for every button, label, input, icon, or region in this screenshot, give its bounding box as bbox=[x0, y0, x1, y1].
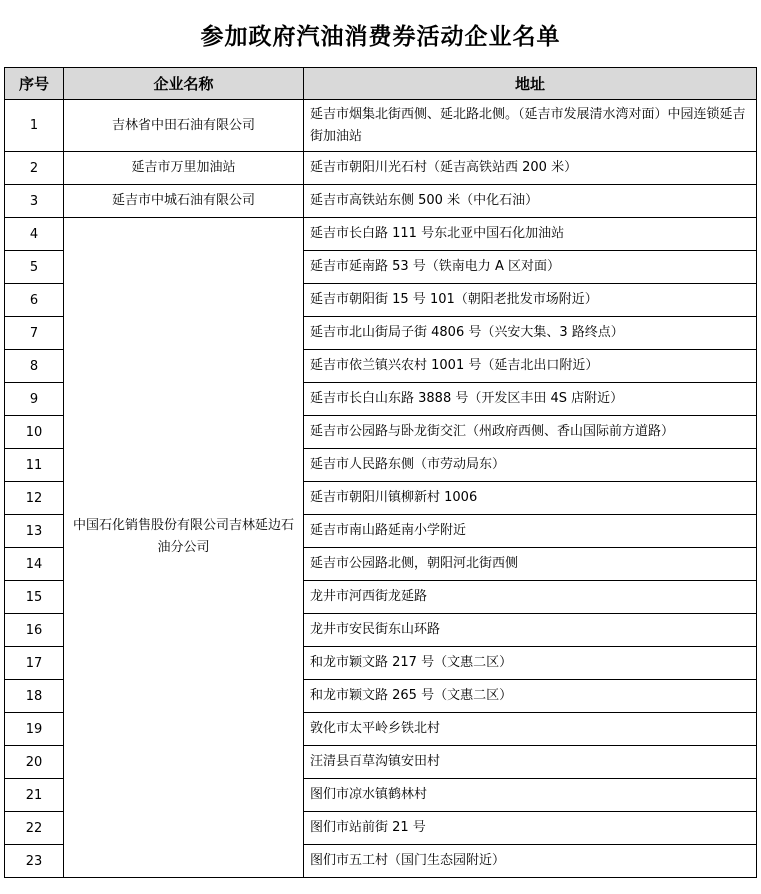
table-row bbox=[5, 152, 757, 185]
address-cell: 延吉市南山路延南小学附近 bbox=[304, 515, 757, 548]
address-cell: 汪清县百草沟镇安田村 bbox=[304, 746, 757, 779]
address-cell: 延吉市人民路东侧（市劳动局东） bbox=[304, 449, 757, 482]
company-name: 中国石化销售股份有限公司吉林延边石油分公司 bbox=[64, 218, 304, 878]
address-cell: 图们市凉水镇鹤林村 bbox=[304, 779, 757, 812]
address-cell: 延吉市公园路与卧龙街交汇（州政府西侧、香山国际前方道路） bbox=[304, 416, 757, 449]
row-number: 15 bbox=[5, 581, 64, 614]
header-index: 序号 bbox=[5, 68, 64, 100]
row-number: 8 bbox=[5, 350, 64, 383]
address-cell: 延吉市依兰镇兴农村 1001 号（延吉北出口附近） bbox=[304, 350, 757, 383]
address-cell: 延吉市朝阳街 15 号 101（朝阳老批发市场附近） bbox=[304, 284, 757, 317]
address-cell: 图们市站前街 21 号 bbox=[304, 812, 757, 845]
address-cell: 延吉市朝阳川光石村（延吉高铁站西 200 米） bbox=[304, 152, 757, 185]
row-number: 3 bbox=[5, 185, 64, 218]
table-row bbox=[5, 185, 757, 218]
address-cell: 延吉市朝阳川镇柳新村 1006 bbox=[304, 482, 757, 515]
row-number: 20 bbox=[5, 746, 64, 779]
row-number: 14 bbox=[5, 548, 64, 581]
address-cell: 和龙市颖文路 265 号（文惠二区） bbox=[304, 680, 757, 713]
company-name: 延吉市中城石油有限公司 bbox=[64, 185, 304, 218]
row-number: 6 bbox=[5, 284, 64, 317]
row-number: 21 bbox=[5, 779, 64, 812]
address-cell: 延吉市北山街局子街 4806 号（兴安大集、3 路终点） bbox=[304, 317, 757, 350]
row-number: 22 bbox=[5, 812, 64, 845]
table-row bbox=[5, 218, 757, 251]
header-address: 地址 bbox=[304, 68, 757, 100]
row-number: 16 bbox=[5, 614, 64, 647]
address-cell: 延吉市长白路 111 号东北亚中国石化加油站 bbox=[304, 218, 757, 251]
row-number: 13 bbox=[5, 515, 64, 548]
row-number: 12 bbox=[5, 482, 64, 515]
row-number: 9 bbox=[5, 383, 64, 416]
address-cell: 龙井市河西街龙延路 bbox=[304, 581, 757, 614]
row-number: 5 bbox=[5, 251, 64, 284]
address-cell: 延吉市烟集北街西侧、延北路北侧。（延吉市发展清水湾对面）中园连锁延吉街加油站 bbox=[304, 100, 757, 152]
address-cell: 延吉市延南路 53 号（铁南电力 A 区对面） bbox=[304, 251, 757, 284]
row-number: 18 bbox=[5, 680, 64, 713]
address-cell: 敦化市太平岭乡铁北村 bbox=[304, 713, 757, 746]
company-name: 延吉市万里加油站 bbox=[64, 152, 304, 185]
row-number: 2 bbox=[5, 152, 64, 185]
address-cell: 延吉市高铁站东侧 500 米（中化石油） bbox=[304, 185, 757, 218]
address-cell: 延吉市长白山东路 3888 号（开发区丰田 4S 店附近） bbox=[304, 383, 757, 416]
company-name: 吉林省中田石油有限公司 bbox=[64, 100, 304, 152]
enterprise-table bbox=[4, 67, 757, 878]
address-cell: 和龙市颖文路 217 号（文惠二区） bbox=[304, 647, 757, 680]
header-company: 企业名称 bbox=[64, 68, 304, 100]
table-row bbox=[5, 100, 757, 152]
row-number: 11 bbox=[5, 449, 64, 482]
address-cell: 龙井市安民街东山环路 bbox=[304, 614, 757, 647]
address-cell: 图们市五工村（国门生态园附近） bbox=[304, 845, 757, 878]
page-title: 参加政府汽油消费券活动企业名单 bbox=[200, 24, 561, 50]
row-number: 1 bbox=[5, 100, 64, 152]
row-number: 19 bbox=[5, 713, 64, 746]
table-header-row bbox=[5, 68, 757, 100]
row-number: 7 bbox=[5, 317, 64, 350]
row-number: 4 bbox=[5, 218, 64, 251]
row-number: 23 bbox=[5, 845, 64, 878]
row-number: 17 bbox=[5, 647, 64, 680]
address-cell: 延吉市公园路北侧，朝阳河北街西侧 bbox=[304, 548, 757, 581]
row-number: 10 bbox=[5, 416, 64, 449]
